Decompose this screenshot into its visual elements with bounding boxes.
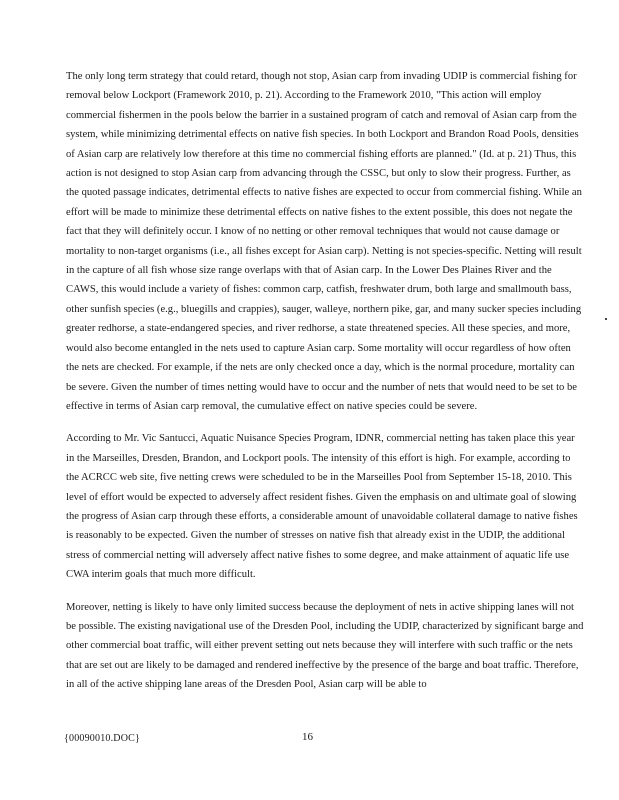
paragraph-commercial-fishing: The only long term strategy that could retard, though not stop, Asian carp from invading UDIP is commercial fishing for removal below Lockport (Framework 2010, p. 21). According to the Framework 2010, "This action will employ commercial fishermen in the pools below the barrier in a sustained program of catch and removal of Asian carp from the system, while minimizing detrimental effects on native fish species. In both Lockport and Brandon Road Pools, densities of Asian carp are relatively low therefore at this time no commercial fishing efforts are planned." (Id. at p. 21) Thus, this action is not designed to stop Asian carp from advancing through the CSSC, but only to slow their progress. Further, as the quoted passage indicates, detrimental effects to native fishes are expected to occur from commercial fishing. While an effort will be made to minimize these detrimental effects on native fishes to the extent possible, this does not negate the fact that they will definitely occur. I know of no netting or other removal techniques that would not cause damage or mortality to non-target organisms (i.e., all fishes except for Asian carp). Netting is not species-specific. Netting will result in the capture of all fish whose size range overlaps with that of Asian carp. In the Lower Des Plaines River and the CAWS, this would include a variety of fishes: common carp, catfish, freshwater drum, both large and smallmouth bass, other sunfish species (e.g., bluegills and crappies), sauger, walleye, northern pike, gar, and many sucker species including greater redhorse, a state-endangered species, and river redhorse, a state threatened species. All these species, and more, would also become entangled in the nets used to capture Asian carp. Some mortality will occur regardless of how often the nets are checked. For example, if the nets are only checked once a day, which is the normal procedure, mortality can be severe. Given the number of times netting would have to occur and the number of nets that would need to be set to be effective in terms of Asian carp removal, the cumulative effect on native species could be severe.: [66, 71, 582, 412]
document-body: [66, 67, 585, 708]
scan-speck: [605, 318, 607, 320]
paragraph-santucci-netting: According to Mr. Vic Santucci, Aquatic Nuisance Species Program, IDNR, commercial netting has taken place this year in the Marseilles, Dresden, Brandon, and Lockport pools. The intensity of this effort is high. For example, according to the ACRCC web site, five netting crews were scheduled to be in the Marseilles Pool from September 15-18, 2010. This level of effort would be expected to adversely affect resident fishes. Given the emphasis on and ultimate goal of slowing the progress of Asian carp through these efforts, a considerable amount of unavoidable collateral damage to native fishes is reasonably to be expected. Given the number of stresses on native fish that already exist in the UDIP, the additional stress of commercial netting will adversely affect native fishes to some degree, and make attainment of aquatic life use CWA interim goals that much more difficult.: [66, 433, 578, 581]
footer-page-number: 16: [302, 731, 313, 743]
footer-document-id: {00090010.DOC}: [64, 733, 141, 744]
paragraph-shipping-lanes: Moreover, netting is likely to have only limited success because the deployment of nets in active shipping lanes will not be possible. The existing navigational use of the Dresden Pool, including the UDIP, characterized by significant barge and other commercial boat traffic, will either prevent setting out nets because they will interfere with such traffic or the nets that are set out are likely to be damaged and rendered ineffective by the presence of the barge and boat traffic. Therefore, in all of the active shipping lane areas of the Dresden Pool, Asian carp will be able to: [66, 601, 584, 691]
